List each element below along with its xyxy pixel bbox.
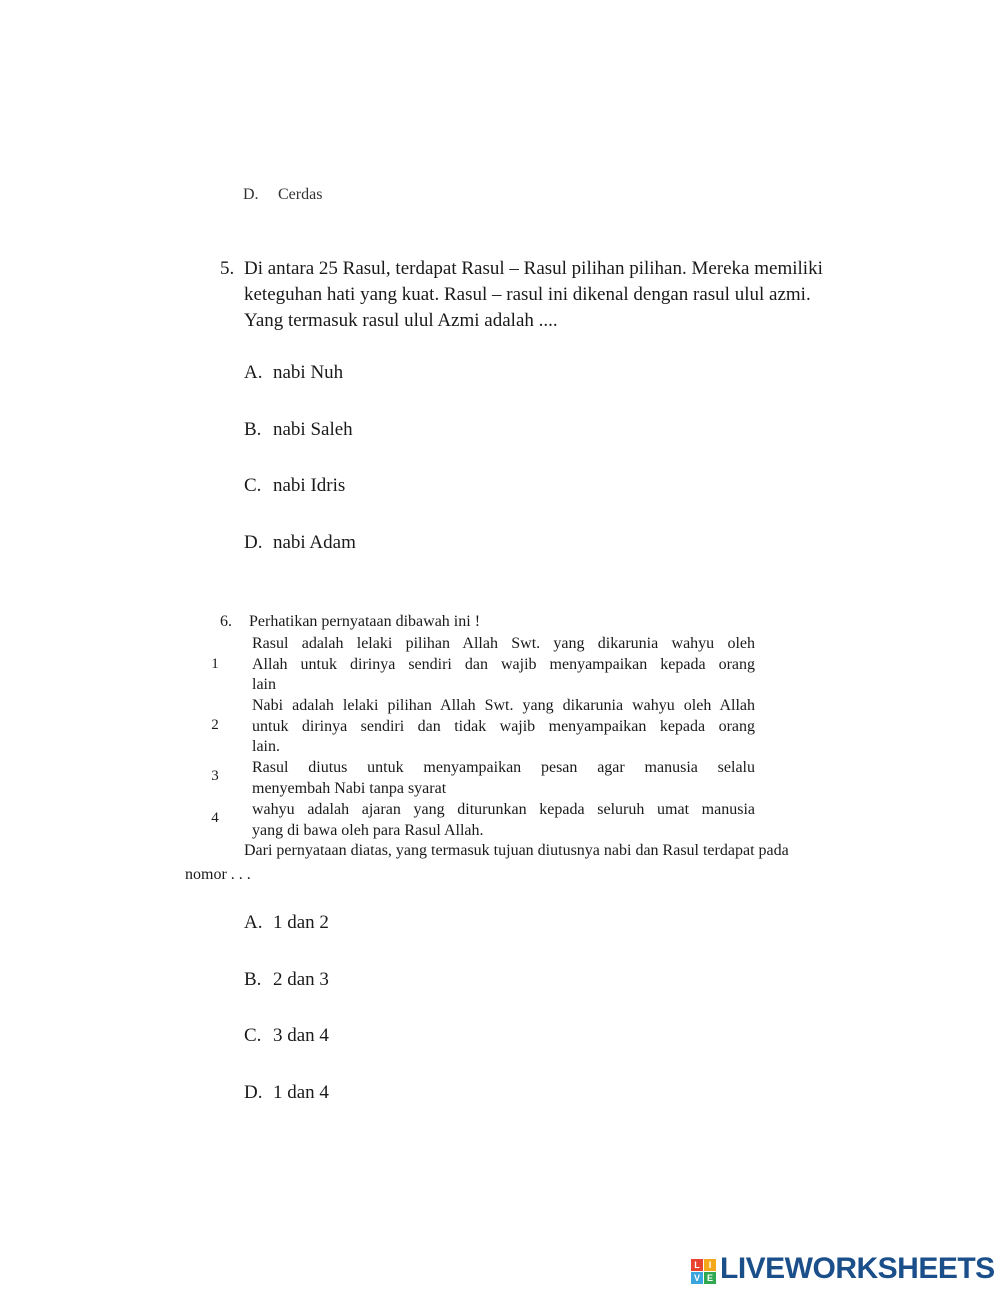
q5-option-b[interactable] bbox=[244, 419, 353, 441]
option-letter: D. bbox=[244, 1082, 263, 1103]
statement-line: untuk dirinya sendiri dan tidak wajib menyampaikan kepada orang bbox=[252, 717, 755, 735]
option-letter: D. bbox=[244, 532, 263, 553]
option-text: nabi Saleh bbox=[273, 419, 353, 440]
option-letter: B. bbox=[244, 969, 262, 990]
option-text: Cerdas bbox=[278, 186, 323, 203]
q5-option-a[interactable] bbox=[244, 362, 343, 384]
question-6-intro: Perhatikan pernyataan dibawah ini ! bbox=[249, 613, 481, 630]
logo-letter: I bbox=[704, 1259, 716, 1271]
statement-line: yang di bawa oleh para Rasul Allah. bbox=[252, 821, 484, 839]
question-6-conclusion-line-2: nomor . . . bbox=[185, 866, 251, 883]
question-6-conclusion-line-1: Dari pernyataan diatas, yang termasuk tujuan diutusnya nabi dan Rasul terdapat pada bbox=[244, 842, 789, 859]
statement-2-text bbox=[252, 696, 755, 758]
option-text: nabi Idris bbox=[273, 475, 346, 496]
statement-3-number: 3 bbox=[211, 768, 219, 784]
option-text: 1 dan 2 bbox=[273, 912, 329, 933]
option-letter: C. bbox=[244, 1025, 262, 1046]
statement-4-number: 4 bbox=[211, 810, 219, 826]
statement-line: menyembah Nabi tanpa syarat bbox=[252, 779, 447, 797]
statement-line: Rasul adalah lelaki pilihan Allah Swt. yang dikarunia wahyu oleh bbox=[252, 635, 755, 652]
option-letter: D. bbox=[243, 186, 259, 203]
question-5-line-3: Yang termasuk rasul ulul Azmi adalah .... bbox=[244, 310, 558, 331]
option-text: nabi Adam bbox=[273, 532, 356, 553]
statement-line: wahyu adalah ajaran yang diturunkan kepada seluruh umat manusia bbox=[252, 801, 755, 818]
logo-letter: V bbox=[691, 1272, 703, 1284]
statement-line: Rasul diutus untuk menyampaikan pesan agar manusia selalu bbox=[252, 759, 755, 776]
question-6-header bbox=[220, 613, 480, 631]
logo-letter: L bbox=[691, 1259, 703, 1271]
logo-letter: E bbox=[704, 1272, 716, 1284]
statement-line: lain. bbox=[252, 738, 280, 755]
option-letter: B. bbox=[244, 419, 262, 440]
q5-option-d[interactable] bbox=[244, 532, 356, 554]
logo-mark-icon bbox=[691, 1259, 716, 1284]
q5-option-c[interactable] bbox=[244, 475, 345, 497]
option-text: nabi Nuh bbox=[273, 362, 344, 383]
prev-question-option-d bbox=[243, 186, 322, 204]
option-letter: C. bbox=[244, 475, 262, 496]
q6-option-d[interactable] bbox=[244, 1082, 329, 1104]
statement-3-text bbox=[252, 758, 755, 799]
option-text: 2 dan 3 bbox=[273, 969, 329, 990]
statement-1-number: 1 bbox=[211, 656, 219, 672]
q6-option-a[interactable] bbox=[244, 912, 329, 934]
q6-option-b[interactable] bbox=[244, 969, 329, 991]
question-6-number: 6. bbox=[220, 613, 232, 630]
statement-line: Nabi adalah lelaki pilihan Allah Swt. yang dikarunia wahyu oleh Allah bbox=[252, 697, 755, 714]
option-letter: A. bbox=[244, 362, 263, 383]
option-text: 1 dan 4 bbox=[273, 1082, 329, 1103]
option-text: 3 dan 4 bbox=[273, 1025, 329, 1046]
statement-2-number: 2 bbox=[211, 717, 219, 733]
statement-line: Allah untuk dirinya sendiri dan wajib menyampaikan kepada orang bbox=[252, 655, 755, 673]
statement-line: lain bbox=[252, 676, 276, 693]
statement-4-text bbox=[252, 800, 755, 841]
statement-1-text bbox=[252, 634, 755, 696]
liveworksheets-logo bbox=[691, 1252, 995, 1286]
question-5-number: 5. bbox=[220, 258, 235, 279]
logo-text: LIVEWORKSHEETS bbox=[720, 1252, 995, 1285]
question-5-line-2: keteguhan hati yang kuat. Rasul – rasul ini dikenal dengan rasul ulul azmi. bbox=[244, 284, 811, 305]
q6-option-c[interactable] bbox=[244, 1025, 329, 1047]
option-letter: A. bbox=[244, 912, 263, 933]
question-5-line-1: Di antara 25 Rasul, terdapat Rasul – Rasul pilihan pilihan. Mereka memiliki bbox=[244, 258, 823, 279]
